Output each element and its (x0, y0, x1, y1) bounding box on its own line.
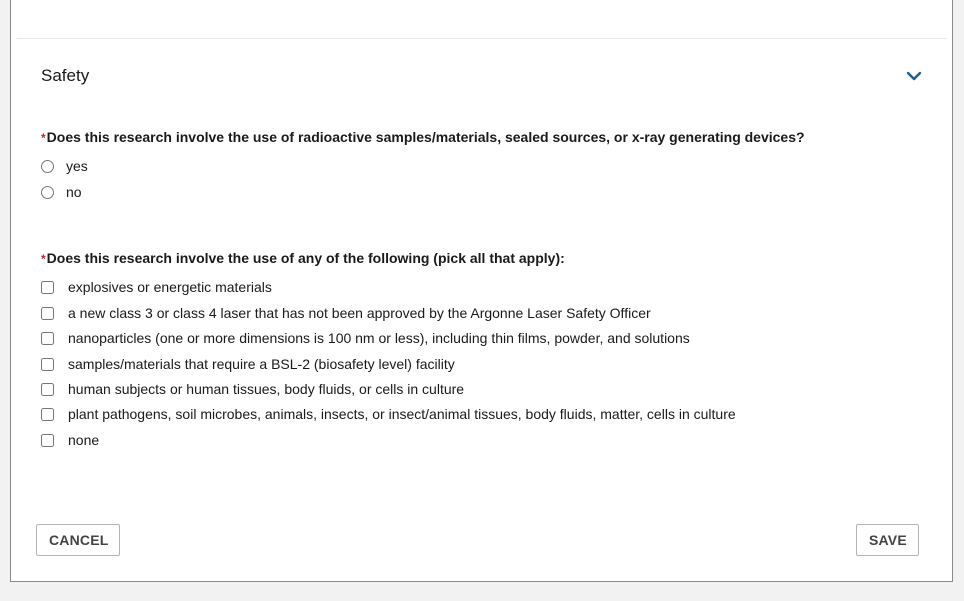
checkbox-option-human-subjects[interactable] (41, 379, 464, 399)
radio-option-yes[interactable] (41, 156, 88, 176)
chevron-down-icon[interactable] (904, 68, 924, 84)
section-title: Safety (41, 66, 90, 85)
question-text: Does this research involve the use of radioactive samples/materials, sealed sources, or x-ray generating devices? (46, 129, 805, 145)
radio-label-yes: yes (66, 158, 88, 174)
checkbox-option-plant-pathogens[interactable] (41, 404, 736, 424)
required-asterisk: * (41, 252, 46, 266)
checkbox-option-explosives[interactable] (41, 277, 272, 297)
checkbox-none[interactable] (41, 434, 54, 447)
checkbox-option-bsl2[interactable] (41, 354, 455, 374)
radio-label-no: no (66, 184, 82, 200)
checkbox-option-none[interactable] (41, 430, 99, 450)
checkbox-label: samples/materials that require a BSL-2 (biosafety level) facility (68, 356, 455, 372)
checkbox-label: nanoparticles (one or more dimensions is 100 nm or less), including thin films, powder, and solutions (68, 330, 690, 346)
checkbox-label: explosives or energetic materials (68, 279, 272, 295)
radio-yes[interactable] (41, 160, 54, 173)
radio-option-no[interactable] (41, 182, 82, 202)
checkbox-plant-pathogens[interactable] (41, 408, 54, 421)
checkbox-nanoparticles[interactable] (41, 332, 54, 345)
cancel-button[interactable]: CANCEL (36, 524, 120, 556)
question-text: Does this research involve the use of any of the following (pick all that apply): (46, 250, 565, 266)
save-button[interactable]: SAVE (856, 524, 919, 556)
checkbox-label: none (68, 432, 100, 448)
checkbox-option-laser[interactable] (41, 303, 651, 323)
question-radioactive (41, 129, 805, 145)
checkbox-label: plant pathogens, soil microbes, animals, insects, or insect/animal tissues, body fluids, matter, cells in culture (68, 406, 736, 422)
checkbox-human-subjects[interactable] (41, 383, 54, 396)
checkbox-bsl2[interactable] (41, 358, 54, 371)
question-hazards (41, 250, 565, 266)
checkbox-laser[interactable] (41, 307, 54, 320)
checkbox-label: human subjects or human tissues, body fluids, or cells in culture (68, 381, 465, 397)
checkbox-option-nanoparticles[interactable] (41, 328, 690, 348)
divider (17, 38, 946, 39)
checkbox-explosives[interactable] (41, 281, 54, 294)
required-asterisk: * (41, 131, 46, 145)
safety-form-card (10, 0, 953, 582)
radio-no[interactable] (41, 186, 54, 199)
checkbox-label: a new class 3 or class 4 laser that has not been approved by the Argonne Laser Safety Officer (68, 305, 651, 321)
